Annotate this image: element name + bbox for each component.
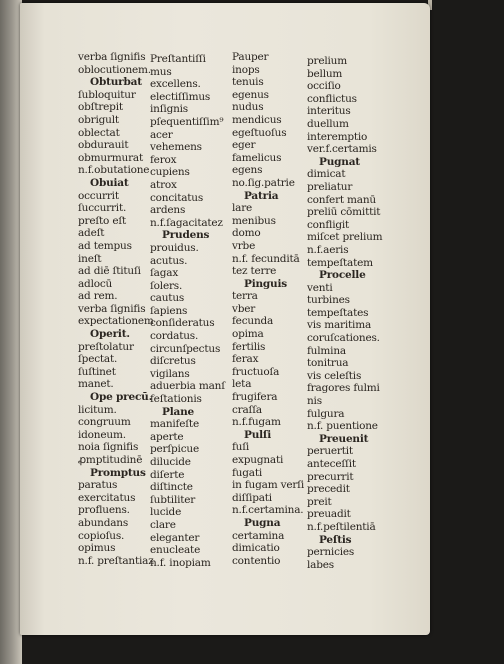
text-line: preuadit	[307, 508, 351, 521]
text-line: copioſus.	[78, 529, 125, 542]
text-line: coruſcationes.	[307, 332, 380, 345]
text-line: contentio	[232, 554, 281, 567]
text-line: Pugna	[244, 516, 281, 529]
text-line: n.f.certamina.	[232, 504, 304, 517]
text-line: obdurauit	[78, 139, 129, 152]
text-line: confert manū	[307, 193, 376, 206]
text-line: preliatur	[307, 180, 353, 193]
text-line: fertilis	[232, 340, 266, 353]
text-line: noia ſignifis	[78, 441, 139, 454]
text-line: fulgura	[307, 407, 345, 420]
text-line: acer	[150, 128, 173, 141]
text-line: diſtincte	[150, 481, 193, 494]
text-line: occurrit	[78, 189, 119, 202]
text-line: preſtolatur	[78, 340, 134, 353]
text-line: conflictus	[307, 92, 357, 105]
text-line: Procelle	[319, 269, 366, 282]
text-line: menibus	[232, 214, 276, 227]
text-line: manifeſte	[150, 418, 199, 431]
text-line: Patria	[244, 189, 279, 202]
text-line: n.f.peſtilentiā	[307, 520, 376, 533]
text-line: dilucide	[150, 456, 191, 468]
text-line: verba ſignifis	[78, 302, 146, 315]
text-line: ſuſtinet	[78, 365, 116, 378]
text-line: turbines	[307, 294, 350, 307]
text-line: acutus.	[150, 254, 188, 267]
left-page-edge	[0, 0, 22, 664]
text-line: opimus	[78, 542, 116, 555]
text-line: n.f.ſagacitatez	[150, 216, 223, 229]
text-line: n.f. inopiam	[150, 556, 211, 569]
text-line: cautus	[150, 292, 185, 305]
text-line: frugifera	[232, 391, 278, 404]
text-line: preit	[307, 495, 332, 508]
text-line: domo	[232, 227, 261, 240]
text-line: ver.f.certamis	[307, 143, 377, 156]
text-line: opima	[232, 328, 264, 341]
text-line: cupiens	[150, 166, 190, 179]
text-line: idoneum.	[78, 428, 126, 441]
text-line: Pulſi	[244, 428, 272, 441]
text-line: egeſtuoſus	[232, 126, 287, 139]
book-page	[20, 3, 430, 635]
text-line: inſignis	[150, 103, 188, 116]
text-line: famelicus	[232, 151, 282, 164]
text-line: terra	[232, 290, 258, 303]
text-line: fecunda	[232, 315, 274, 328]
text-line: preliū cōmittit	[307, 206, 381, 219]
text-line: Pinguis	[244, 277, 287, 290]
text-line: Ope precū.	[90, 391, 153, 404]
text-line: in fugam verſi	[232, 479, 304, 492]
text-line: precurrit	[307, 470, 354, 483]
text-line: miſcet prelium	[307, 231, 383, 244]
text-line: congruum	[78, 416, 131, 429]
text-line: ineſt	[78, 252, 102, 265]
text-line: expectationem	[78, 315, 154, 328]
text-line: oblocutionem.	[78, 63, 151, 76]
text-line: inops	[232, 63, 260, 76]
text-line: paratus	[78, 479, 118, 492]
text-line: atrox	[150, 178, 177, 191]
text-line: anteceſſit	[307, 458, 356, 470]
text-line: bellum	[307, 67, 343, 80]
text-line: enucleate	[150, 544, 201, 557]
text-line: eleganter	[150, 531, 200, 544]
text-line: n.f.aeris	[307, 243, 349, 256]
text-line: obſtrepit	[78, 101, 123, 114]
text-line: peruertit	[307, 445, 353, 458]
text-line: venti	[307, 281, 333, 294]
text-line: Pauper	[232, 51, 269, 63]
text-line: Operit.	[90, 328, 130, 341]
text-line: dimicat	[307, 168, 346, 181]
text-line: electiſſimus	[150, 90, 211, 103]
text-line: obmurmurat	[78, 151, 143, 164]
text-line: egens	[232, 164, 263, 177]
text-line: ſubloquitur	[78, 88, 136, 101]
text-line: conſideratus	[150, 317, 215, 330]
text-line: ſuccurrit.	[78, 202, 127, 215]
text-line: eger	[232, 139, 256, 152]
text-line: fragores fulmi	[307, 382, 380, 395]
text-line: Preſtantiſſi	[150, 53, 206, 65]
text-line: adlocū	[78, 277, 113, 290]
text-line: Obturbat	[90, 76, 142, 89]
text-line: tonitrua	[307, 357, 349, 370]
text-line: feſtationis	[150, 393, 202, 406]
text-line: ad tempus	[78, 239, 132, 252]
text-line: aduerbia manſ	[150, 380, 225, 393]
text-line: duellum	[307, 117, 349, 130]
text-line: perſpicue	[150, 443, 199, 456]
text-line: n.f. puentione	[307, 420, 378, 433]
text-line: vis maritima	[307, 319, 372, 332]
text-line: oblectat	[78, 126, 120, 139]
text-line: fugati	[232, 466, 263, 479]
text-line: vehemens	[150, 141, 202, 154]
text-line: Plane	[162, 405, 195, 418]
text-line: tenuis	[232, 76, 264, 89]
text-line: vigilans	[150, 367, 190, 380]
text-line: fulmina	[307, 344, 346, 357]
text-line: Peſtis	[319, 533, 352, 546]
text-line: cordatus.	[150, 330, 199, 343]
text-line: fuſi	[232, 441, 250, 454]
text-line: obrigult	[78, 113, 119, 126]
text-line: ſolers.	[150, 279, 183, 292]
text-line: labes	[307, 558, 334, 571]
text-line: craſſa	[232, 403, 262, 416]
text-line: Preuenit	[319, 432, 369, 445]
text-line: ardens	[150, 204, 186, 217]
text-line: n.f.fugam	[232, 416, 281, 429]
text-line: diſcretus	[150, 355, 196, 368]
text-line: ferox	[150, 153, 177, 166]
text-line: preſto eſt	[78, 214, 127, 227]
text-line: dimicatio	[232, 542, 280, 555]
text-line: interemptio	[307, 130, 368, 143]
text-line: n.f.obutatione	[78, 164, 150, 177]
text-line: mus	[150, 65, 172, 78]
text-line: egenus	[232, 88, 269, 101]
text-line: excellens.	[150, 78, 201, 91]
text-line: circunſpectus	[150, 342, 221, 355]
text-line: n.f. preſtantiaz	[78, 554, 154, 567]
text-line: fructuoſa	[232, 365, 280, 378]
text-line: certamina	[232, 529, 285, 542]
text-line: ſapiens	[150, 304, 188, 317]
text-line: Promptus	[90, 466, 146, 479]
column-4	[307, 55, 382, 571]
text-line: Prudens	[162, 229, 210, 242]
text-line: mendicus	[232, 113, 282, 126]
text-line: manet.	[78, 378, 114, 391]
text-line: confligit	[307, 218, 350, 231]
text-line: tempeſtatem	[307, 256, 373, 269]
text-line: no.ſig.patrie	[232, 176, 295, 189]
text-line: ſubtiliter	[150, 493, 196, 506]
text-line: vber	[232, 302, 256, 315]
text-line: pernicies	[307, 546, 355, 559]
text-line: expugnati	[232, 454, 284, 466]
text-line: leta	[232, 378, 252, 391]
text-line: n.f. fecunditā	[232, 252, 300, 265]
text-line: tempeſtates	[307, 306, 369, 319]
text-line: licitum.	[78, 403, 117, 416]
text-line: lare	[232, 202, 253, 215]
text-line: interitus	[307, 105, 351, 118]
text-line: nis	[307, 395, 322, 408]
text-line: lucide	[150, 506, 182, 519]
text-line: occiſio	[307, 80, 341, 93]
text-line: ad diē ſtituſi	[78, 265, 141, 278]
column-2	[150, 53, 225, 569]
text-line: adeſt	[78, 227, 105, 240]
text-line: precedit	[307, 483, 350, 496]
text-line: profluens.	[78, 504, 130, 517]
text-line: pſequentiſſim⁹	[150, 115, 224, 128]
text-line: tez terre	[232, 265, 277, 278]
text-line: Obuiat	[90, 176, 129, 189]
text-line: verba ſignifis	[78, 51, 146, 63]
text-line: ferax	[232, 353, 259, 366]
text-line: abundans	[78, 516, 129, 529]
text-line: exercitatus	[78, 491, 136, 504]
text-line: diſſipati	[232, 491, 272, 504]
text-line: ſagax	[150, 267, 179, 280]
text-line: prelium	[307, 55, 347, 67]
text-line: vrbe	[232, 239, 256, 252]
text-line: Pugnat	[319, 155, 360, 168]
text-line: ꝓmptitudinē	[78, 454, 143, 466]
text-line: aperte	[150, 430, 184, 443]
text-line: diſerte	[150, 468, 185, 481]
text-line: ſpectat.	[78, 353, 118, 366]
text-line: prouidus.	[150, 241, 199, 254]
text-line: vis celeſtis	[307, 369, 362, 382]
text-line: ad rem.	[78, 290, 118, 303]
text-line: nudus	[232, 101, 264, 114]
column-1	[78, 51, 154, 567]
text-line: concitatus	[150, 191, 204, 204]
text-line: clare	[150, 518, 176, 531]
column-3	[232, 51, 304, 567]
